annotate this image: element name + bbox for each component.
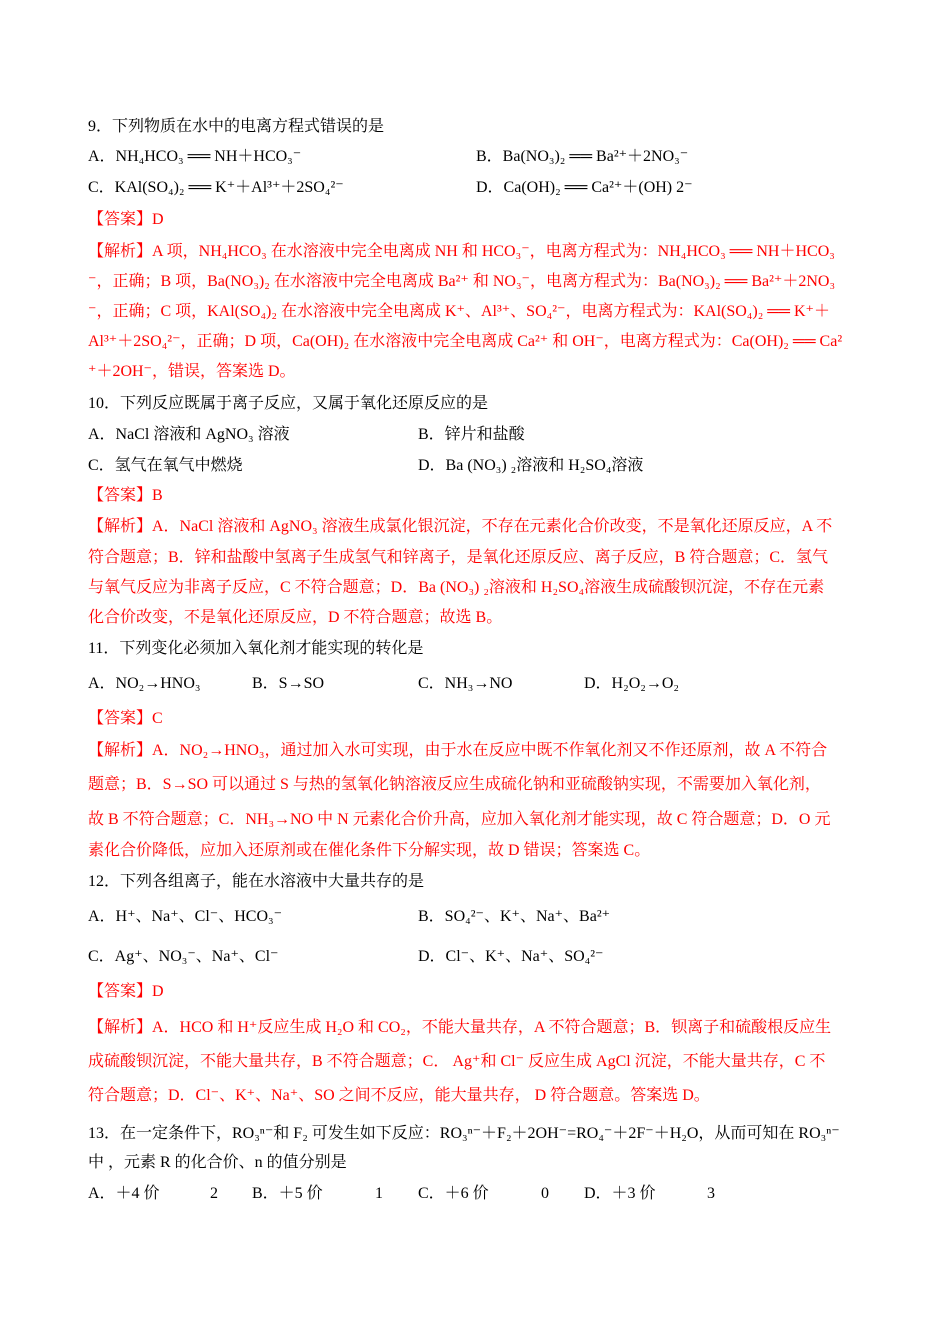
q11-analysis-line-4: 素化合价降低，应加入还原剂或在催化条件下分解实现，故 D 错误；答案选 C。	[88, 842, 651, 859]
q9-option-c: C．KAl(SO₄)₂ ══ K⁺＋Al³⁺＋2SO₄²⁻	[88, 179, 344, 196]
q10-analysis-line-3: 与氧气反应为非离子反应，C 不符合题意；D．Ba (NO₃) ₂溶液和 H₂SO₄溶液生成硫酸钡沉淀，不存在元素	[88, 579, 825, 596]
q10-question: 10．下列反应既属于离子反应，又属于氧化还原反应的是	[88, 395, 489, 412]
q9-question: 9．下列物质在水中的电离方程式错误的是	[88, 118, 385, 135]
q13-option-c: C．＋6 价	[418, 1185, 489, 1202]
q12-analysis-line-3: 符合题意；D．Cl⁻、K⁺、Na⁺、SO 之间不反应，能大量共存， D 符合题意。答案选 D。	[88, 1087, 710, 1104]
q10-analysis-line-4: 化合价改变，不是氧化还原反应，D 不符合题意；故选 B。	[88, 609, 503, 626]
q13-option-b: B．＋5 价	[252, 1185, 323, 1202]
q11-option-a: A．NO₂→HNO₃	[88, 675, 201, 692]
q11-analysis-line-3: 故 B 不符合题意；C．NH₃→NO 中 N 元素化合价升高，应加入氧化剂才能实现，故 C 符合题意；D．O 元	[88, 811, 831, 828]
q13-option-b-n: 1	[375, 1185, 383, 1202]
q9-analysis-line-1: 【解析】A 项，NH₄HCO₃ 在水溶液中完全电离成 NH 和 HCO₃⁻，电离方程式为：NH₄HCO₃ ══ NH＋HCO₃	[88, 243, 835, 260]
q12-analysis-line-1: 【解析】A．HCO 和 H⁺反应生成 H₂O 和 CO₂，不能大量共存，A 不符合题意；B．钡离子和硫酸根反应生	[88, 1019, 832, 1036]
q9-analysis-line-3: ⁻，正确；C 项，KAl(SO₄)₂ 在水溶液中完全电离成 K⁺、Al³⁺、SO₄²⁻，电离方程式为：KAl(SO₄)₂ ══ K⁺＋	[88, 303, 830, 320]
q10-answer: 【答案】B	[88, 487, 163, 504]
q13-option-a: A．＋4 价	[88, 1185, 160, 1202]
q9-answer: 【答案】D	[88, 211, 164, 228]
q11-question: 11．下列变化必须加入氧化剂才能实现的转化是	[88, 640, 424, 657]
q11-answer: 【答案】C	[88, 710, 163, 727]
q12-option-b: B．SO₄²⁻、K⁺、Na⁺、Ba²⁺	[418, 908, 611, 925]
q13-option-d-n: 3	[707, 1185, 715, 1202]
q13-option-c-n: 0	[541, 1185, 549, 1202]
q10-option-d: D．Ba (NO₃) ₂溶液和 H₂SO₄溶液	[418, 457, 644, 474]
q11-analysis-line-1: 【解析】A．NO₂→HNO₃，通过加入水可实现，由于水在反应中既不作氧化剂又不作还原剂，故 A 不符合	[88, 742, 828, 759]
q9-analysis-line-2: ⁻，正确；B 项，Ba(NO₃)₂ 在水溶液中完全电离成 Ba²⁺ 和 NO₃⁻，电离方程式为：Ba(NO₃)₂ ══ Ba²⁺＋2NO₃	[88, 273, 836, 290]
q11-option-d: D．H₂O₂→O₂	[584, 675, 679, 692]
q10-option-a: A．NaCl 溶液和 AgNO₃ 溶液	[88, 426, 290, 443]
q12-option-c: C．Ag⁺、NO₃⁻、Na⁺、Cl⁻	[88, 948, 279, 965]
q9-analysis-line-5: ⁺＋2OH⁻，错误，答案选 D。	[88, 363, 296, 380]
q13-option-a-n: 2	[210, 1185, 218, 1202]
q13-option-d: D．＋3 价	[584, 1185, 656, 1202]
q12-answer: 【答案】D	[88, 983, 164, 1000]
q10-analysis-line-2: 符合题意；B．锌和盐酸中氢离子生成氢气和锌离子，是氧化还原反应、离子反应，B 符合题意；C．氢气	[88, 549, 829, 566]
q10-option-b: B．锌片和盐酸	[418, 426, 525, 443]
q9-option-a: A．NH₄HCO₃ ══ NH＋HCO₃⁻	[88, 148, 302, 165]
q12-analysis-line-2: 成硫酸钡沉淀，不能大量共存，B 不符合题意；C． Ag⁺和 Cl⁻ 反应生成 AgCl 沉淀，不能大量共存，C 不	[88, 1053, 826, 1070]
q12-option-d: D．Cl⁻、K⁺、Na⁺、SO₄²⁻	[418, 948, 604, 965]
q11-option-b: B．S→SO	[252, 675, 325, 692]
q13-question-line-2: 中 ，元素 R 的化合价、n 的值分别是	[88, 1154, 347, 1171]
q9-option-d: D．Ca(OH)₂ ══ Ca²⁺＋(OH) 2⁻	[476, 179, 693, 196]
q11-analysis-line-2: 题意；B．S→SO 可以通过 S 与热的氢氧化钠溶液反应生成硫化钠和亚硫酸钠实现，不需要加入氧化剂，	[88, 776, 821, 793]
q10-option-c: C．氢气在氧气中燃烧	[88, 457, 243, 474]
q11-option-c: C．NH₃→NO	[418, 675, 513, 692]
q13-question-line-1: 13．在一定条件下，RO₃ⁿ⁻和 F₂ 可发生如下反应：RO₃ⁿ⁻＋F₂＋2OH⁻=RO₄⁻＋2F⁻＋H₂O，从而可知在 RO₃ⁿ⁻	[88, 1125, 840, 1142]
q9-option-b: B．Ba(NO₃)₂ ══ Ba²⁺＋2NO₃⁻	[476, 148, 689, 165]
q12-question: 12．下列各组离子，能在水溶液中大量共存的是	[88, 873, 425, 890]
q10-analysis-line-1: 【解析】A．NaCl 溶液和 AgNO₃ 溶液生成氯化银沉淀，不存在元素化合价改变，不是氧化还原反应，A 不	[88, 518, 833, 535]
q9-analysis-line-4: Al³⁺＋2SO₄²⁻，正确；D 项，Ca(OH)₂ 在水溶液中完全电离成 Ca²⁺ 和 OH⁻，电离方程式为：Ca(OH)₂ ══ Ca²	[88, 333, 843, 350]
q12-option-a: A．H⁺、Na⁺、Cl⁻、HCO₃⁻	[88, 908, 283, 925]
